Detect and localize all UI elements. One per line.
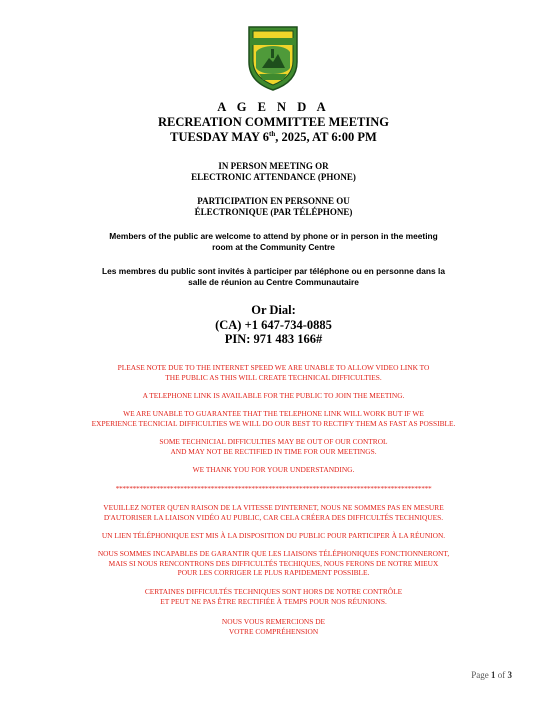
attendance-english: IN PERSON MEETING OR ELECTRONIC ATTENDANCE (PHONE) (191, 161, 356, 182)
dial-pin: PIN: 971 483 166# (224, 332, 323, 346)
virginiatown-crest-logo (247, 24, 299, 92)
notice-fr-video: VEUILLEZ NOTER QU'EN RAISON DE LA VITESSE D'INTERNET, NOUS NE SOMMES PAS EN MESURE D'AUTORISER LA LIAISON VIDÉO AU PUBLIC, CAR CELA CRÉERA DES DIFFICULTÉS TECHNIQUES. (103, 503, 444, 522)
dial-in-info (40, 303, 507, 347)
meeting-name: RECREATION COMMITTEE MEETING (157, 115, 390, 129)
notice-en-thanks: WE THANK YOU FOR YOUR UNDERSTANDING. (192, 465, 355, 474)
dial-number: (CA) +1 647-734-0885 (215, 317, 332, 332)
notice-fr-thanks: NOUS VOUS REMERCIONS DE VOTRE COMPRÉHENSION (221, 617, 326, 636)
agenda-title: A G E N D A (217, 100, 330, 114)
public-welcome-english: Members of the public are welcome to attend by phone or in person in the meeting room at the Community Centre (109, 231, 438, 252)
notice-fr-phone: UN LIEN TÉLÉPHONIQUE EST MIS À LA DISPOSITION DU PUBLIC POUR PARTICIPER À LA RÉUNION. (101, 531, 446, 540)
attendance-french: PARTICIPATION EN PERSONNE OU ÉLECTRONIQUE (PAR TÉLÉPHONE) (194, 196, 353, 217)
meeting-date: TUESDAY MAY 6th, 2025, AT 6:00 PM (170, 129, 377, 144)
notice-en-video: PLEASE NOTE DUE TO THE INTERNET SPEED WE ARE UNABLE TO ALLOW VIDEO LINK TO THE PUBLIC AS THIS WILL CREATE TECHNICAL DIFFICULTIES. (117, 363, 430, 382)
notice-en-guarantee: WE ARE UNABLE TO GUARANTEE THAT THE TELEPHONE LINK WILL WORK BUT IF WE EXPERIENCE TECNICIAL DIFFICULTIES WE WILL DO OUR BEST TO RECTIFY THEM AS FAST AS POSSIBLE. (91, 409, 456, 428)
public-welcome-french: Les membres du public sont invités à participer par téléphone ou en personne dans la salle de réunion au Centre Communautaire (102, 266, 445, 287)
notice-en-control: SOME TECHNICIAL DIFFICULTIES MAY BE OUT OF OUR CONTROL AND MAY NOT BE RECTIFIED IN TIME FOR OUR MEETINGS. (159, 437, 388, 456)
notice-en-phone: A TELEPHONE LINK IS AVAILABLE FOR THE PUBLIC TO JOIN THE MEETING. (142, 391, 405, 400)
dial-label: Or Dial: (251, 303, 296, 317)
separator-line: ********************************************************************************************* (115, 484, 432, 493)
notice-fr-guarantee: NOUS SOMMES INCAPABLES DE GARANTIR QUE LES LIAISONS TÉLÉPHONIQUES FONCTIONNERONT, MAIS SI NOUS RENCONTRONS DES DIFFICULTÉS TECHIQUES, NOUS FERONS DE NOTRE MIEUX POUR LES CORRIGER LE PLUS RAPIDEMENT POSSIBLE. (97, 549, 450, 578)
page-number: Page 1 of 3 (471, 670, 512, 680)
notice-fr-control: CERTAINES DIFFICULTÉS TECHNIQUES SONT HORS DE NOTRE CONTRÔLE ET PEUT NE PAS ÊTRE RECTIFIÉE À TEMPS POUR NOS RÉUNIONS. (144, 587, 403, 606)
